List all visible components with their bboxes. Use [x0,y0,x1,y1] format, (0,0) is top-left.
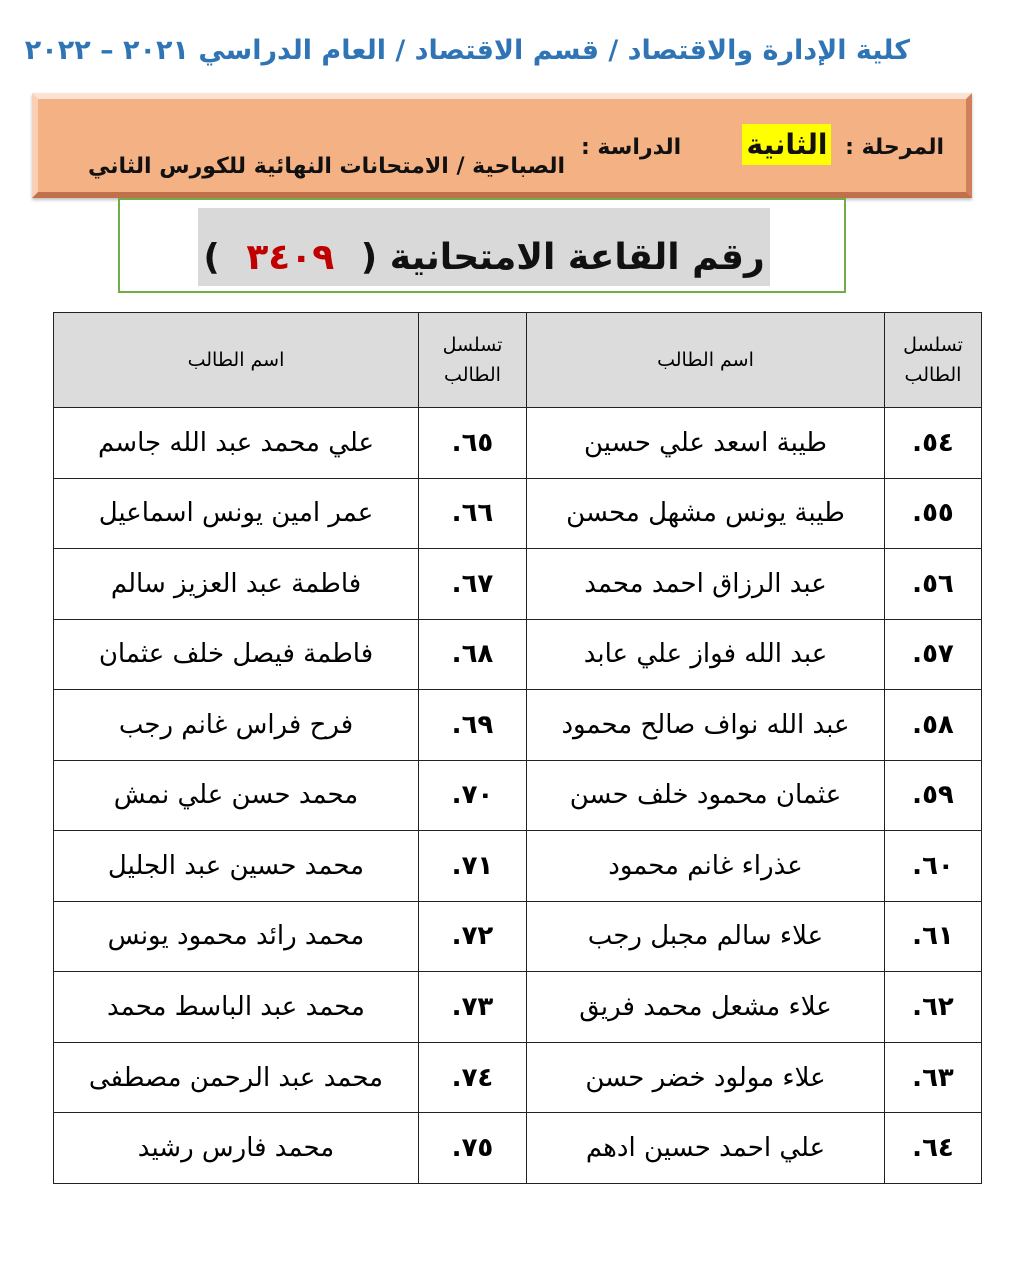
student-name: عبد الله فواز علي عابد [527,619,885,690]
seq-cell: ٦٢. [885,972,982,1043]
study-label: الدراسة : [580,135,682,160]
header-seq-left: تسلسل الطالب [419,313,527,408]
student-name: محمد حسن علي نمش [54,760,419,831]
table-row [54,549,982,620]
seq-cell: ٦١. [885,901,982,972]
student-name: علي احمد حسين ادهم [527,1113,885,1184]
student-name: محمد فارس رشيد [54,1113,419,1184]
table-row [54,690,982,761]
header-name-right: اسم الطالب [527,313,885,408]
table-row [54,478,982,549]
table-row [54,408,982,479]
seq-cell: ٧٥. [419,1113,527,1184]
table-row [54,619,982,690]
header-name-left: اسم الطالب [54,313,419,408]
seq-cell: ٥٨. [885,690,982,761]
seq-cell: ٦٦. [419,478,527,549]
room-heading [198,208,770,286]
stage-label: المرحلة : [845,135,944,160]
room-close: ) [203,237,220,278]
table-row [54,1042,982,1113]
student-name: عثمان محمود خلف حسن [527,760,885,831]
seq-cell: ٦٥. [419,408,527,479]
seq-cell: ٥٧. [885,619,982,690]
student-name: عبد الله نواف صالح محمود [527,690,885,761]
student-name: طيبة اسعد علي حسين [527,408,885,479]
student-name: محمد رائد محمود يونس [54,901,419,972]
student-name: عمر امين يونس اسماعيل [54,478,419,549]
seq-cell: ٧٠. [419,760,527,831]
student-name: فاطمة فيصل خلف عثمان [54,619,419,690]
table-row [54,972,982,1043]
seq-cell: ٦٠. [885,831,982,902]
student-name: محمد عبد الباسط محمد [54,972,419,1043]
seq-cell: ٥٥. [885,478,982,549]
seq-cell: ٧٢. [419,901,527,972]
student-name: محمد حسين عبد الجليل [54,831,419,902]
header-seq-right: تسلسل الطالب [885,313,982,408]
student-name: عذراء غانم محمود [527,831,885,902]
seq-cell: ٦٨. [419,619,527,690]
student-name: علي محمد عبد الله جاسم [54,408,419,479]
student-table [53,312,982,1184]
seq-cell: ٦٩. [419,690,527,761]
seq-cell: ٧٤. [419,1042,527,1113]
seq-cell: ٥٩. [885,760,982,831]
table-row [54,831,982,902]
seq-cell: ٦٤. [885,1113,982,1184]
info-banner [32,93,972,198]
student-name: علاء مشعل محمد فريق [527,972,885,1043]
student-name: طيبة يونس مشهل محسن [527,478,885,549]
room-label: رقم القاعة الامتحانية ( [360,237,765,278]
table-header-row [54,313,982,408]
room-number: ٣٤٠٩ [246,237,335,278]
study-value: الصباحية / الامتحانات النهائية للكورس الثاني [88,154,566,179]
seq-cell: ٦٧. [419,549,527,620]
seq-cell: ٥٦. [885,549,982,620]
seq-cell: ٥٤. [885,408,982,479]
seq-cell: ٧٣. [419,972,527,1043]
student-name: عبد الرزاق احمد محمد [527,549,885,620]
table-row [54,901,982,972]
table-row [54,1113,982,1184]
table-row [54,760,982,831]
student-name: علاء مولود خضر حسن [527,1042,885,1113]
stage-value: الثانية [742,124,831,165]
student-name: فاطمة عبد العزيز سالم [54,549,419,620]
student-name: علاء سالم مجبل رجب [527,901,885,972]
room-box [118,198,846,293]
student-name: فرح فراس غانم رجب [54,690,419,761]
seq-cell: ٧١. [419,831,527,902]
stage-line [581,125,944,168]
seq-cell: ٦٣. [885,1042,982,1113]
page-edge [0,0,16,1283]
page-title: كلية الإدارة والاقتصاد / قسم الاقتصاد / العام الدراسي ٢٠٢١ – ٢٠٢٢ [24,35,910,66]
student-name: محمد عبد الرحمن مصطفى [54,1042,419,1113]
